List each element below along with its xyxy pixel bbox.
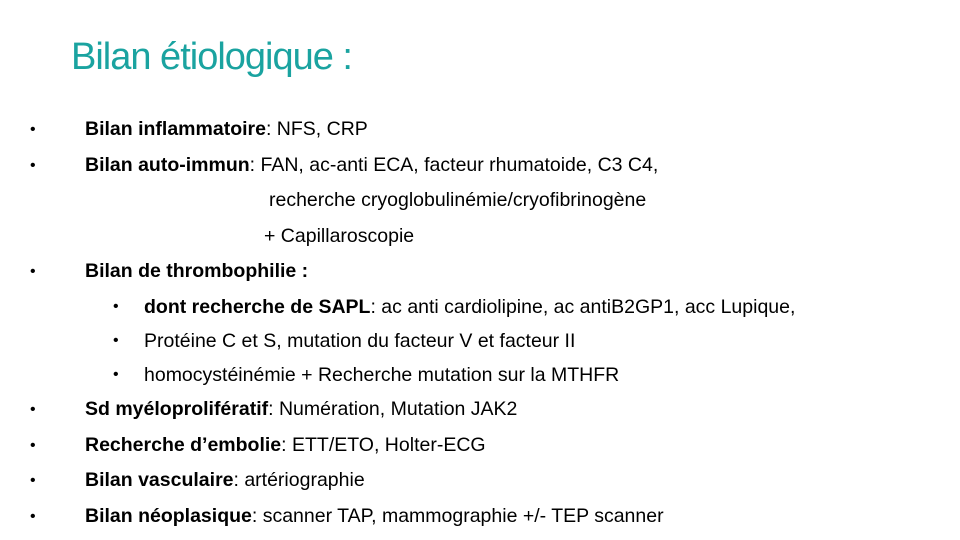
list-item-thrombophilie	[0, 254, 960, 290]
list-item-auto-immun	[0, 148, 960, 184]
sub-list-item-homocysteinemie	[0, 358, 960, 392]
item-detail: Protéine C et S, mutation du facteur V et facteur II	[144, 329, 576, 352]
bullet-icon: •	[30, 121, 36, 138]
list-item-neoplasique	[0, 499, 960, 535]
bullet-icon: •	[113, 365, 119, 383]
bullet-icon: •	[30, 472, 36, 490]
list-item-myeloproliferatif	[0, 392, 960, 428]
item-label: Bilan vasculaire	[85, 469, 234, 492]
bullet-icon: •	[30, 507, 36, 525]
item-label: Sd myéloprolifératif	[85, 397, 269, 420]
item-label: Bilan de thrombophilie :	[85, 260, 309, 283]
list-item-embolie	[0, 428, 960, 464]
item-detail: : artériographie	[233, 469, 365, 492]
slide-title: Bilan étiologique :	[71, 36, 352, 78]
item-label: Recherche d’embolie	[85, 433, 282, 456]
item-detail: : Numération, Mutation JAK2	[268, 397, 518, 420]
item-detail: + Capillaroscopie	[264, 224, 415, 247]
item-detail: : scanner TAP, mammographie +/- TEP scanner	[251, 504, 664, 527]
list-item-inflammatoire	[0, 112, 960, 148]
list-item-continuation	[0, 183, 960, 219]
bullet-icon: •	[113, 331, 119, 349]
item-detail: homocystéinémie + Recherche mutation sur la MTHFR	[144, 363, 620, 386]
list-item-continuation	[0, 219, 960, 255]
item-detail: recherche cryoglobulinémie/cryofibrinogène	[269, 189, 647, 212]
bullet-list	[0, 112, 960, 534]
item-label: dont recherche de SAPL	[144, 295, 371, 318]
bullet-icon: •	[30, 263, 36, 281]
bullet-icon: •	[30, 156, 36, 174]
item-detail: : ac anti cardiolipine, ac anti	[370, 295, 612, 318]
sub-list-item-proteine	[0, 324, 960, 358]
sub-list-item-sapl	[0, 290, 960, 324]
item-detail: : NFS, CRP	[265, 118, 368, 140]
item-label: Bilan auto-immun	[85, 153, 250, 176]
item-label: Bilan néoplasique	[85, 504, 252, 527]
list-item-vasculaire	[0, 463, 960, 499]
item-detail: B2GP1, acc Lupique,	[611, 295, 796, 318]
bullet-icon: •	[113, 297, 119, 315]
bullet-icon: •	[30, 400, 36, 418]
item-label: Bilan inflammatoire	[85, 118, 266, 140]
bullet-icon: •	[30, 436, 36, 454]
item-detail: : FAN, ac-anti ECA, facteur rhumatoide, C3 C4,	[249, 153, 659, 176]
item-detail: : ETT/ETO, Holter-ECG	[281, 433, 486, 456]
